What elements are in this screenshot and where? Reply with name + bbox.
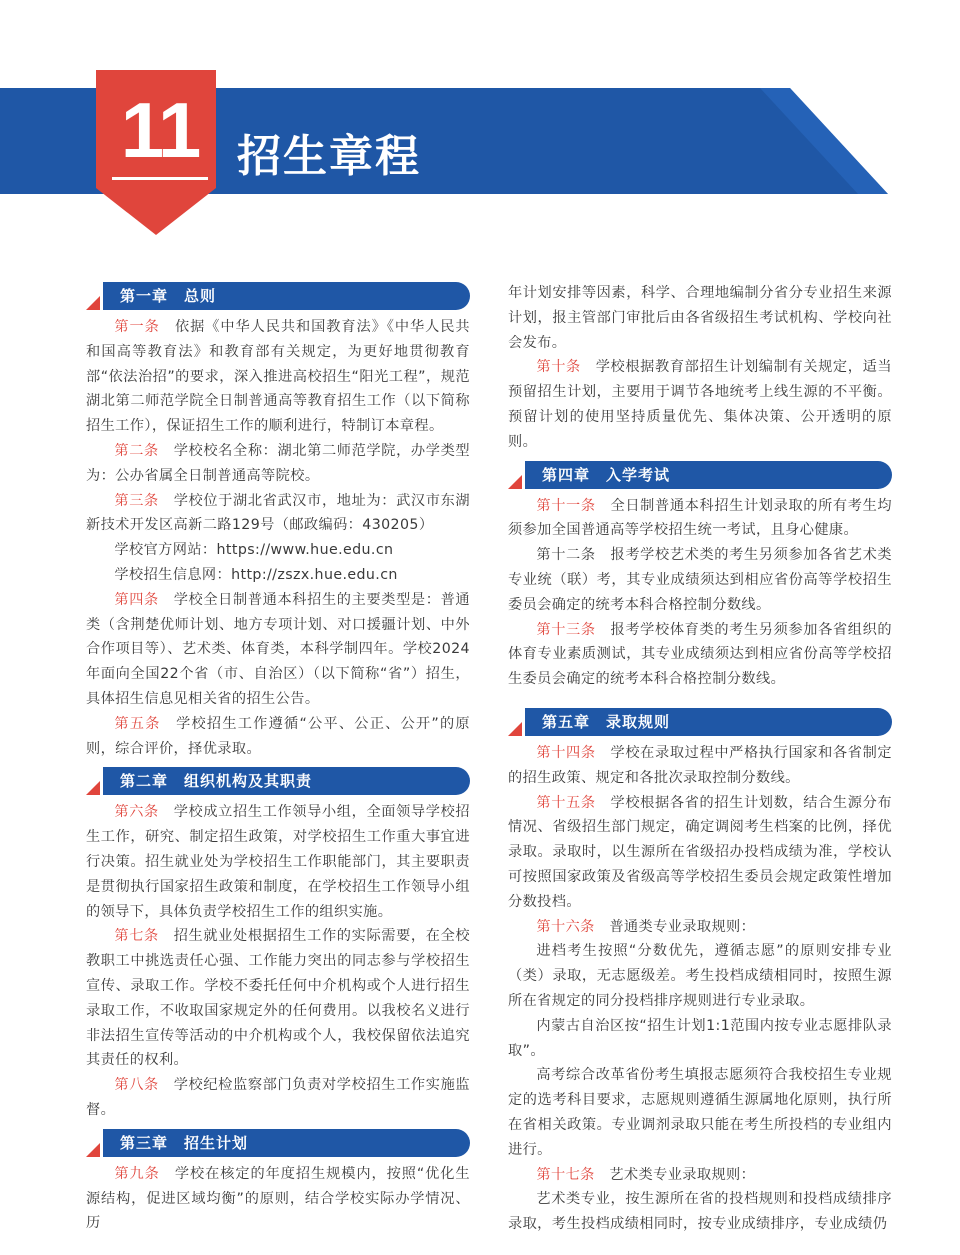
article-5 <box>86 712 470 762</box>
page-title: 招生章程 <box>237 131 421 182</box>
article-3 <box>86 489 470 539</box>
article-16-para-1: 进档考生按照“分数优先，遵循志愿”的原则安排专业（类）录取，无志愿级差。考生投档成绩相同时，按照生源所在省规定的同分投档排序规则进行专业录取。 <box>508 943 892 1009</box>
article-label: 第十条 <box>536 359 581 376</box>
article-11 <box>508 494 892 544</box>
article-text: 学校纪检监察部门负责对学校招生工作实施监督。 <box>86 1077 470 1118</box>
article-13 <box>508 618 892 692</box>
article-label: 第十一条 <box>536 497 596 514</box>
article-label: 第十七条 <box>536 1166 595 1183</box>
chapter-marker-icon <box>86 781 100 795</box>
article-10 <box>508 355 892 454</box>
article-label: 第五条 <box>114 715 161 732</box>
article-1 <box>86 315 470 439</box>
article-label: 第四条 <box>114 591 159 608</box>
article-12: 第十二条 报考学校艺术类的考生另须参加各省艺术类专业统（联）考，其专业成绩须达到相应省份高等学校招生委员会确定的统考本科合格控制分数线。 <box>508 547 892 613</box>
chapter-heading <box>508 461 892 489</box>
article-label: 第二条 <box>114 442 159 459</box>
info-site-line: 学校招生信息网：http://zszx.hue.edu.cn <box>114 566 398 583</box>
article-2 <box>86 439 470 489</box>
article-14 <box>508 741 892 791</box>
article-label: 第八条 <box>114 1077 159 1094</box>
article-16-para-2: 内蒙古自治区按“招生计划1:1范围内按专业志愿排队录取”。 <box>508 1017 892 1059</box>
article-text: 学校根据各省的招生计划数，结合生源分布情况、省级招生部门规定，确定调阅考生档案的比例，择优录取。录取时，以生源所在省级招办投档成绩为准，学校认可按照国家政策及省级高等学校招生委员会规定政策性增加分数投档。 <box>508 794 892 910</box>
spacer <box>508 692 892 702</box>
article-text: 依据《中华人民共和国教育法》《中华人民共和国高等教育法》和教育部有关规定，为更好地贯彻教育部“依法治招”的要求，深入推进高校招生“阳光工程”，规范湖北第二师范学院全日制普通高等教育招生工作（以下简称招生工作），保证招生工作的顺利进行，特制订本章程。 <box>86 319 470 435</box>
article-text: 学校校名全称：湖北第二师范学院，办学类型为：公办省属全日制普通高等院校。 <box>86 442 470 484</box>
article-16-para-3: 高考综合改革省份考生填报志愿须符合我校招生专业规定的选考科目要求，志愿规则遵循生源属地化原则，执行所在省相关政策。专业调剂录取只能在考生所投档的专业组内进行。 <box>508 1067 892 1158</box>
article-text: 学校在录取过程中严格执行国家和各省制定的招生政策、规定和各批次录取控制分数线。 <box>508 744 892 786</box>
article-15 <box>508 791 892 915</box>
article-text: 招生就业处根据招生工作的实际需要，在全校教职工中挑选责任心强、工作能力突出的同志参与学校招生宣传、录取工作。学校不委托任何中介机构或个人进行招生录取工作，不收取国家规定外的任何费用。以我校名义进行非法招生宣传等活动的中介机构或个人，我校保留依法追究其责任的权利。 <box>86 928 470 1069</box>
article-text: 报考学校体育类的考生另须参加各省组织的体育专业素质测试，其专业成绩须达到相应省份高等学校招生委员会确定的统考本科合格控制分数线。 <box>508 621 892 688</box>
website-line: 学校官方网站：https://www.hue.edu.cn <box>114 542 394 559</box>
chapter-title: 第一章 总则 <box>103 282 470 310</box>
article-label: 第一条 <box>114 319 160 335</box>
article-17-para-1: 艺术类专业，按生源所在省的投档规则和投档成绩排序录取，考生投档成绩相同时，按专业成绩排序，专业成绩仍 <box>508 1191 892 1233</box>
chapter-heading <box>508 708 892 736</box>
article-9-continued: 年计划安排等因素，科学、合理地编制分省分专业招生来源计划，报主管部门审批后由各省级招生考试机构、学校向社会发布。 <box>508 285 892 351</box>
article-label: 第十三条 <box>536 621 596 638</box>
article-label: 第六条 <box>114 804 159 821</box>
article-8 <box>86 1073 470 1123</box>
article-text: 学校在核定的年度招生规模内，按照“优化生源结构，促进区域均衡”的原则，结合学校实际办学情况、历 <box>86 1165 470 1232</box>
article-label: 第十五条 <box>536 794 596 811</box>
article-label: 第十四条 <box>536 744 596 761</box>
article-text: 普通类专业录取规则： <box>609 918 756 935</box>
article-text: 学校招生工作遵循“公平、公正、公开”的原则，综合评价，择优录取。 <box>86 715 470 757</box>
article-17 <box>508 1163 892 1188</box>
article-4 <box>86 588 470 712</box>
chapter-marker-icon <box>86 296 100 310</box>
article-label: 第三条 <box>114 492 159 509</box>
badge-underline <box>112 177 208 180</box>
article-7 <box>86 924 470 1073</box>
article-label: 第七条 <box>114 928 159 945</box>
article-6 <box>86 800 470 924</box>
chapter-marker-icon <box>508 475 522 489</box>
article-label: 第九条 <box>114 1165 160 1182</box>
chapter-title: 第五章 录取规则 <box>525 708 892 736</box>
right-column <box>508 281 892 1237</box>
article-text: 艺术类专业录取规则： <box>609 1166 756 1183</box>
article-text: 学校根据教育部招生计划编制有关规定，适当预留招生计划，主要用于调节各地统考上线生源的不平衡。预留计划的使用坚持质量优先、集体决策、公开透明的原则。 <box>508 359 892 450</box>
article-text: 学校全日制普通本科招生的主要类型是：普通类（含荆楚优师计划、地方专项计划、对口援疆计划、中外合作项目等）、艺术类、体育类，本科学制四年。学校2024年面向全国22个省（市、自治区）（以下简称“省”）招生，具体招生信息见相关省的招生公告。 <box>86 591 470 707</box>
chapter-marker-icon <box>86 1143 100 1157</box>
article-text: 学校成立招生工作领导小组，全面领导学校招生工作，研究、制定招生政策，对学校招生工作重大事宜进行决策。招生就业处为学校招生工作职能部门，其主要职责是贯彻执行国家招生政策和制度，在学校招生工作领导小组的领导下，具体负责学校招生工作的组织实施。 <box>86 804 470 920</box>
chapter-heading <box>86 767 470 795</box>
chapter-title: 第二章 组织机构及其职责 <box>103 767 470 795</box>
chapter-heading <box>86 1129 470 1157</box>
article-label: 第十六条 <box>536 918 595 935</box>
article-text: 学校位于湖北省武汉市，地址为：武汉市东湖新技术开发区高新二路129号（邮政编码：430205） <box>86 492 470 534</box>
article-9 <box>86 1162 470 1236</box>
article-16 <box>508 915 892 940</box>
chapter-marker-icon <box>508 722 522 736</box>
chapter-heading <box>86 282 470 310</box>
chapter-title: 第四章 入学考试 <box>525 461 892 489</box>
left-column <box>86 276 470 1236</box>
section-number: 11 <box>120 86 200 174</box>
article-text: 全日制普通本科招生计划录取的所有考生均须参加全国普通高等学校招生统一考试，且身心健康。 <box>508 497 892 539</box>
chapter-title: 第三章 招生计划 <box>103 1129 470 1157</box>
